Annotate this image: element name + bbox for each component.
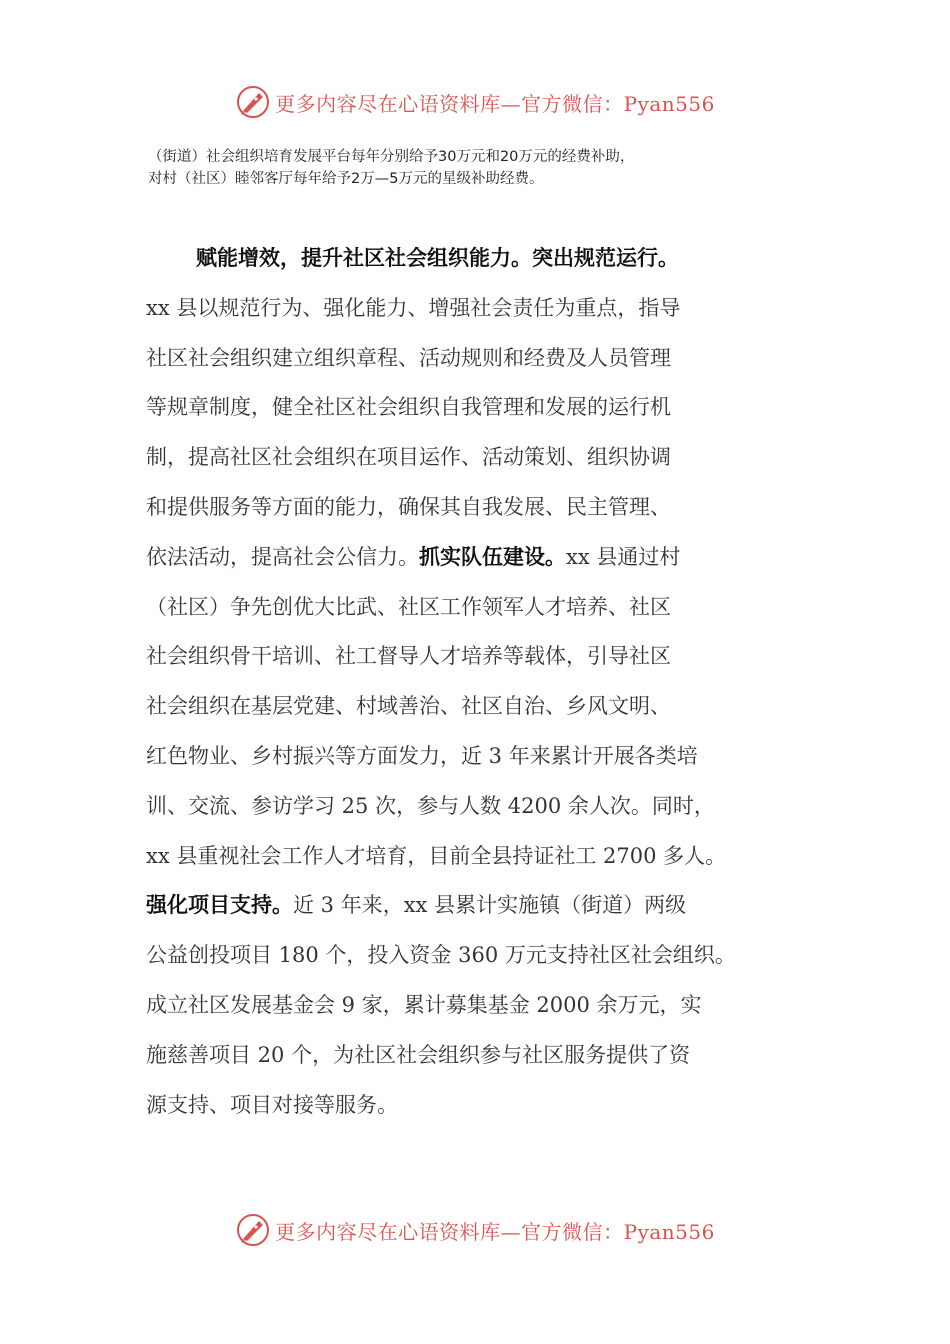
pen-nib-logo-icon: [235, 84, 271, 120]
text-span: xx 县通过村: [566, 544, 681, 569]
banner-text: 更多内容尽在心语资料库—官方微信：Pyan556: [275, 91, 715, 116]
header-banner: [0, 82, 950, 122]
intro-line: 对村（社区）睦邻客厅每年给予2万—5万元的星级补助经费。: [148, 171, 544, 187]
text-line: xx 县以规范行为、强化能力、增强社会责任为重点，指导: [146, 295, 681, 320]
text-line: xx 县重视社会工作人才培育，目前全县持证社工 2700 多人。: [146, 843, 727, 868]
text-line: 社会组织骨干培训、社工督导人才培养等载体，引导社区: [146, 644, 671, 669]
text-line: [146, 881, 826, 931]
intro-paragraph: [148, 146, 808, 190]
intro-line: （街道）社会组织培育发展平台每年分别给予30万元和20万元的经费补助，: [148, 149, 635, 165]
text-span: 近 3 年来，xx 县累计实施镇（街道）两级: [293, 893, 687, 918]
footer-banner: [0, 1210, 950, 1250]
banner-text: 更多内容尽在心语资料库—官方微信：Pyan556: [275, 1219, 715, 1244]
heading-text: 赋能增效，提升社区社会组织能力。突出规范运行。: [196, 246, 679, 270]
text-line: 源支持、项目对接等服务。: [146, 1092, 398, 1117]
main-paragraph: [146, 234, 826, 1130]
bold-subheading: 抓实队伍建设。: [419, 544, 566, 569]
section-heading: [146, 234, 826, 284]
text-line: [146, 533, 826, 583]
text-line: 等规章制度，健全社区社会组织自我管理和发展的运行机: [146, 395, 671, 420]
bold-subheading: 强化项目支持。: [146, 893, 293, 918]
text-line: 施慈善项目 20 个，为社区社会组织参与社区服务提供了资: [146, 1042, 691, 1067]
text-line: 训、交流、参访学习 25 次，参与人数 4200 余人次。同时，: [146, 793, 715, 818]
text-line: 社区社会组织建立组织章程、活动规则和经费及人员管理: [146, 345, 671, 370]
text-line: （社区）争先创优大比武、社区工作领军人才培养、社区: [146, 594, 671, 619]
text-line: 成立社区发展基金会 9 家，累计募集基金 2000 余万元，实: [146, 992, 702, 1017]
text-line: 红色物业、乡村振兴等方面发力，近 3 年来累计开展各类培: [146, 743, 698, 768]
text-line: 公益创投项目 180 个，投入资金 360 万元支持社区社会组织。: [146, 943, 736, 968]
text-line: 制，提高社区社会组织在项目运作、活动策划、组织协调: [146, 445, 671, 470]
text-line: 和提供服务等方面的能力，确保其自我发展、民主管理、: [146, 494, 671, 519]
text-line: 社会组织在基层党建、村域善治、社区自治、乡风文明、: [146, 694, 671, 719]
pen-nib-logo-icon: [235, 1212, 271, 1248]
text-span: 依法活动，提高社会公信力。: [146, 544, 419, 569]
